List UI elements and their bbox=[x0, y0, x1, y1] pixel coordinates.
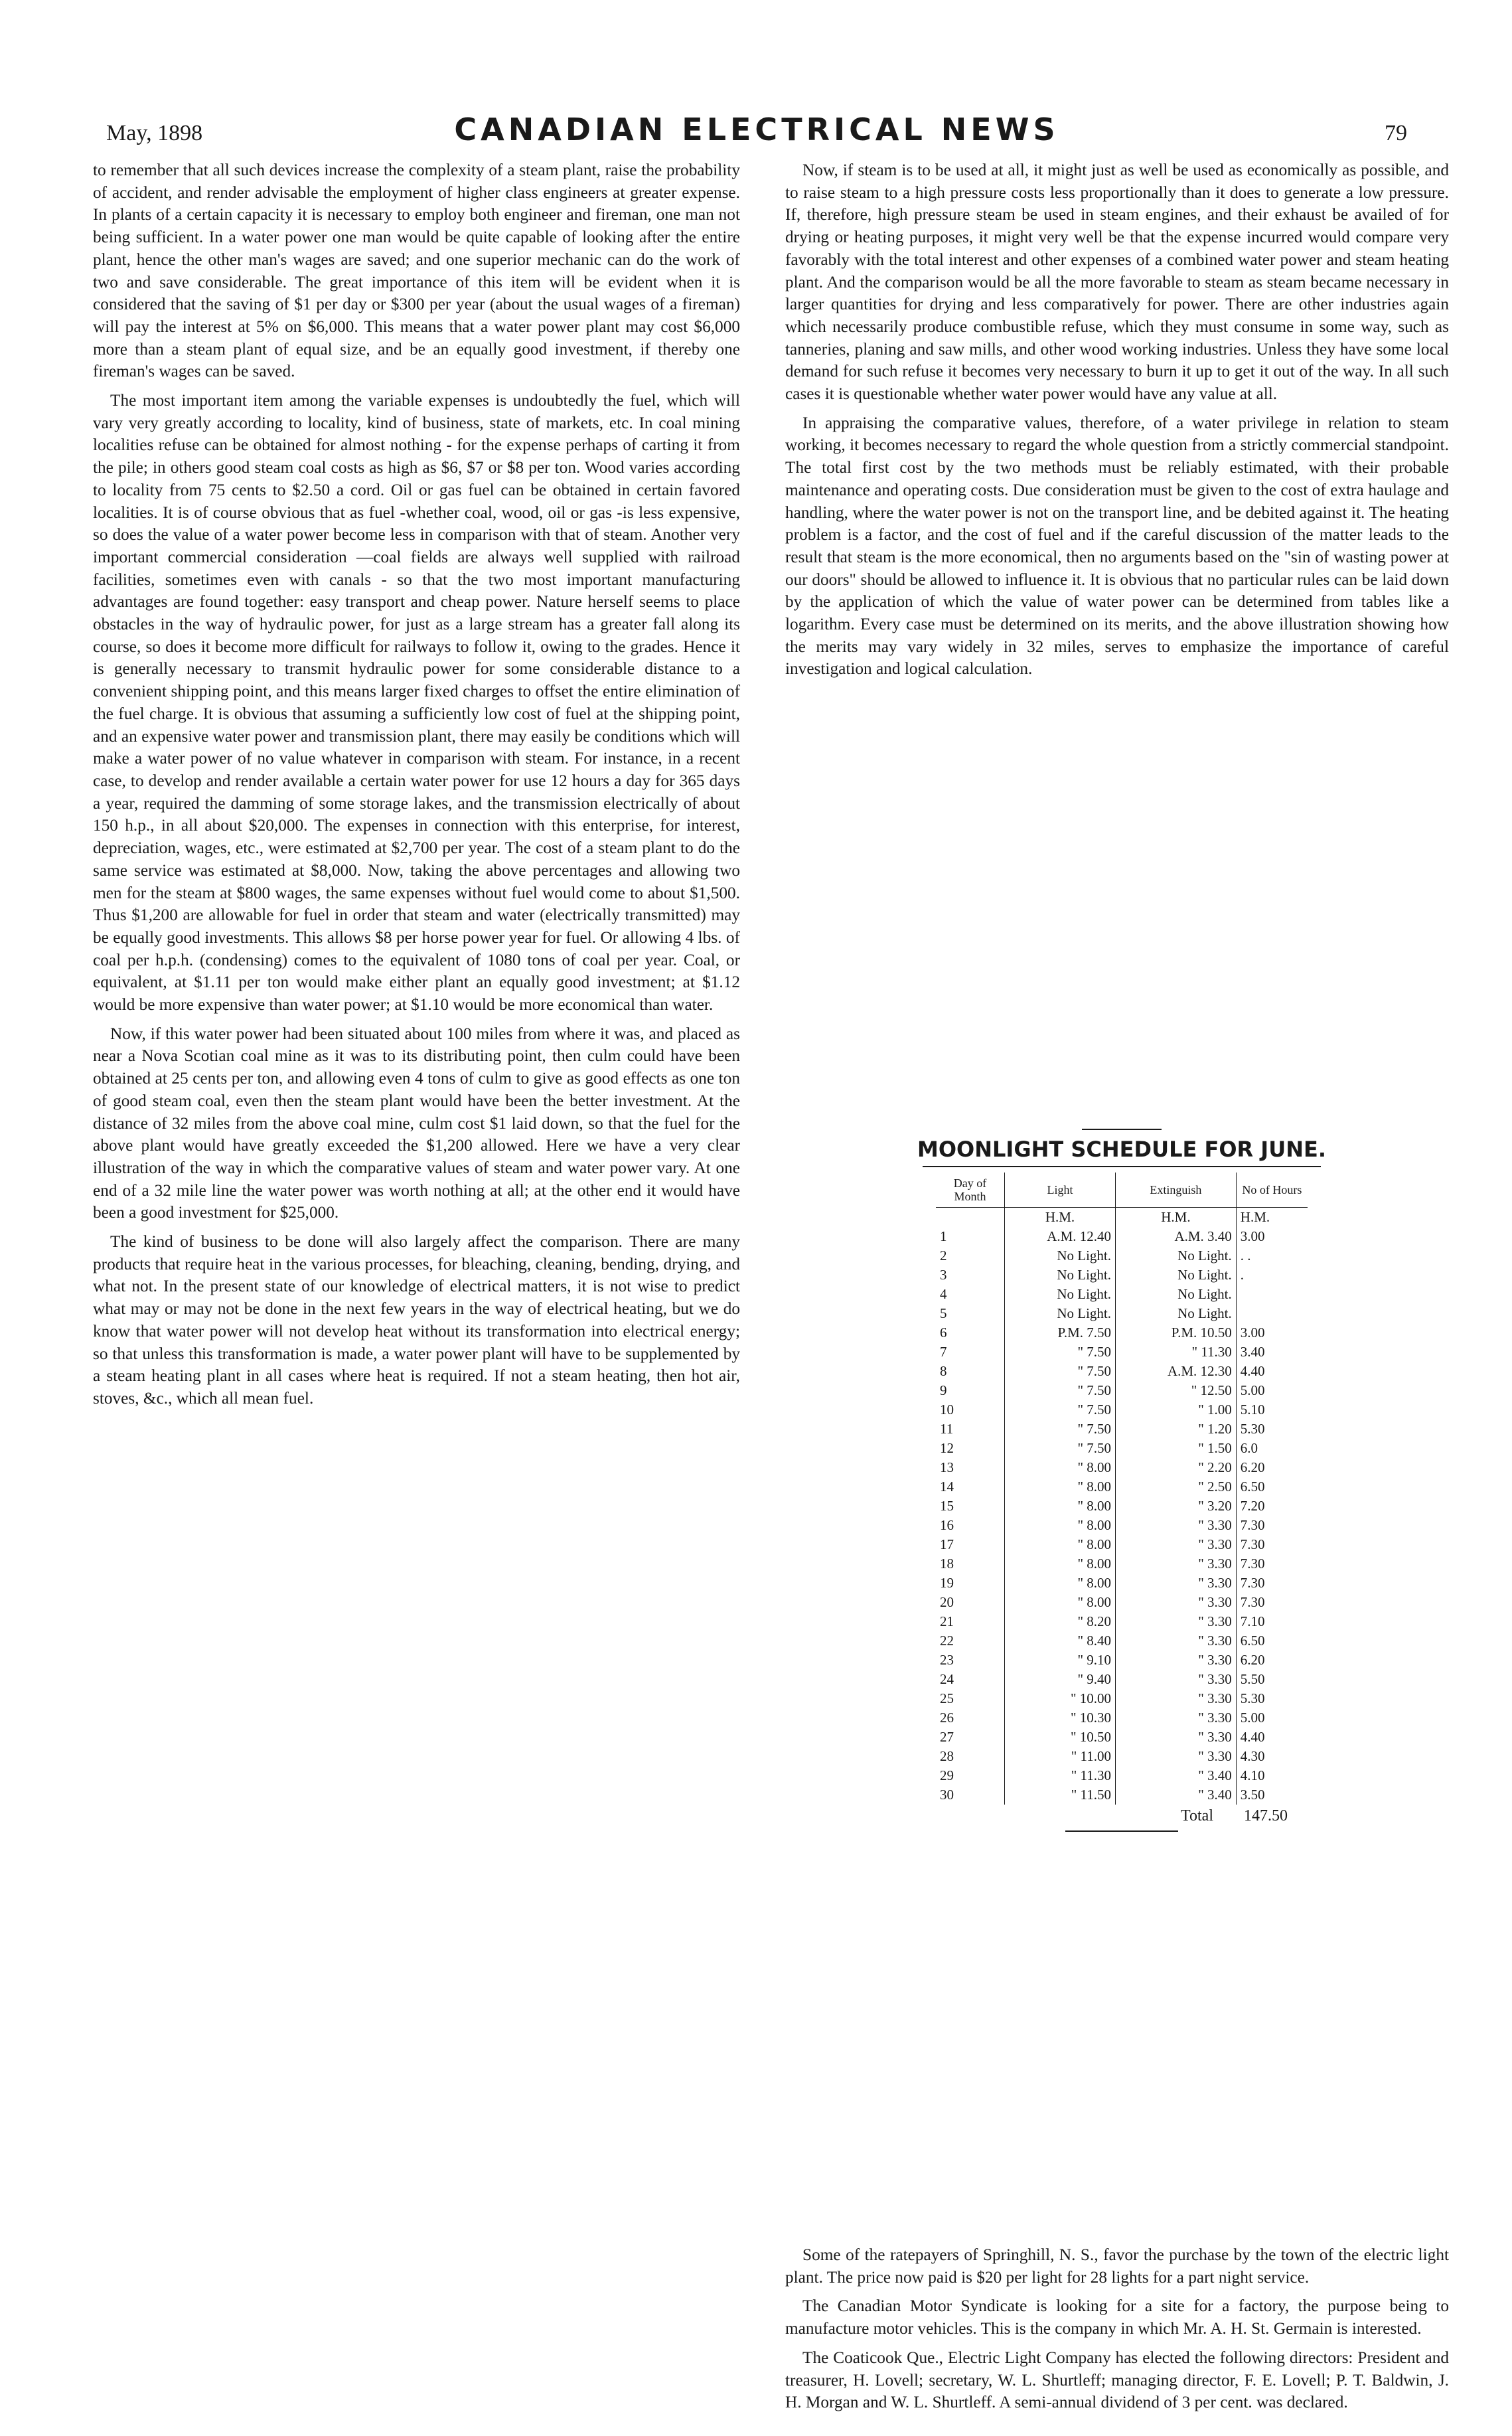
unit-cell: H.M. bbox=[1240, 1209, 1270, 1225]
table-cell: 6.50 bbox=[1240, 1633, 1265, 1649]
table-row bbox=[936, 1342, 1308, 1362]
table-cell: 3.40 bbox=[1240, 1344, 1265, 1360]
table-cell: 5.00 bbox=[1240, 1710, 1265, 1726]
table-cell: " 7.50 bbox=[1004, 1439, 1115, 1458]
table-cell: 5.50 bbox=[1240, 1671, 1265, 1687]
table-cell: " 2.20 bbox=[1116, 1458, 1237, 1477]
table-cell: No Light. bbox=[1004, 1246, 1115, 1265]
table-row bbox=[936, 1304, 1308, 1323]
table-row bbox=[936, 1554, 1308, 1574]
table-cell: " 3.30 bbox=[1116, 1728, 1237, 1747]
table-cell: 6.0 bbox=[1240, 1440, 1258, 1456]
table-cell: 2 bbox=[936, 1246, 1004, 1265]
schedule-table bbox=[936, 1173, 1308, 1805]
table-cell: 22 bbox=[936, 1631, 1004, 1651]
table-row bbox=[936, 1439, 1308, 1458]
unit-cell bbox=[936, 1208, 1004, 1228]
left-paragraph: Now, if this water power had been situated about 100 miles from where it was, and placed as near a Nova Scotian coal mine as it was to its distributing point, then culm could have been obtained at 25 cents per ton, and allowing even 4 tons of culm to give as good effects as one ton of good steam coal, even then the steam plant would have been the better investment. At the distance of 32 miles from the above coal mine, culm cost $1 laid down, so that the fuel for the above plant would have greatly exceeded the $1,200 allowed. Here we have a very clear illustration of the way in which the comparative values of steam and water power vary. At one end of a 32 mile line the water power was worth nothing at all; at the other end it would have been a good investment for $25,000. bbox=[93, 1024, 740, 1222]
table-row bbox=[936, 1593, 1308, 1612]
table-cell: No Light. bbox=[1004, 1285, 1115, 1304]
table-row bbox=[936, 1323, 1308, 1342]
table-row bbox=[936, 1477, 1308, 1497]
table-cell: 19 bbox=[936, 1574, 1004, 1593]
news-items bbox=[785, 2244, 1449, 2421]
left-column bbox=[93, 159, 740, 1417]
table-cell: " 8.00 bbox=[1004, 1554, 1115, 1574]
table-cell: 7.10 bbox=[1240, 1613, 1265, 1629]
table-row bbox=[936, 1362, 1308, 1381]
table-cell: " 10.30 bbox=[1004, 1708, 1115, 1728]
table-cell: A.M. 3.40 bbox=[1116, 1227, 1237, 1246]
table-cell: 27 bbox=[936, 1728, 1004, 1747]
left-paragraph: The most important item among the variable expenses is undoubtedly the fuel, which will vary very greatly according to locality, kind of business, state of markets, etc. In coal mining localities refuse can be obtained for almost nothing - for the expense perhaps of carting it from the pile; in others good steam coal costs as high as $6, $7 or $8 per ton. Wood varies according to locality from 75 cents to $2.50 a cord. Oil or gas fuel can be obtained in certain favored localities. It is of course obvious that as fuel -whether coal, wood, oil or gas -is less expensive, so does the value of a water power become less in comparison with that of steam. Another very important commercial consideration —coal fields are always well supplied with railroad facilities, sometimes even with canals - so that the two most important manufacturing advantages are found together: easy transport and cheap power. Nature herself seems to place obstacles in the way of hydraulic power, for just as a large stream has a greater fall along its course, so does it become more difficult for railways to follow it, owing to the grades. Hence it is generally necessary to transmit hydraulic power for some considerable distance to a convenient shipping point, and this means larger fixed charges to offset the entire elimination of the fuel charge. It is obvious that assuming a sufficiently low cost of fuel at the shipping point, and an expensive water power and transmission plant, there may easily be conditions which will make a water power of no value whatever in comparison with steam. For instance, in a recent case, to develop and render available a certain water power for use 12 hours a day for 365 days a year, required the damming of some storage lakes, and the transmission electrically of about 150 h.p., in all about $20,000. The expenses in connection with this enterprise, for interest, depreciation, wages, etc., were estimated at $2,700 per year. The cost of a steam plant to do the same service was estimated at $8,000. Now, taking the above percentages and allowing two men for the steam at $800 wages, the same expenses without fuel would come to about $1,500. Thus $1,200 are allowable for fuel in order that steam and water (electrically transmitted) may be equally good investments. This allows $8 per horse power year for fuel. Or allowing 4 lbs. of coal per h.p.h. (condensing) comes to the equivalent of 1080 tons of coal per year. Coal, or equivalent, at $1.11 per ton would make either plant an equally good investment; at $1.12 would be more expensive than water power; at $1.10 would be more economical than water. bbox=[93, 391, 740, 1015]
table-cell: 9 bbox=[936, 1381, 1004, 1400]
table-cell: " 8.00 bbox=[1004, 1535, 1115, 1554]
table-cell: " 8.00 bbox=[1004, 1477, 1115, 1497]
table-cell: " 3.40 bbox=[1116, 1766, 1237, 1785]
table-cell: 7.30 bbox=[1240, 1575, 1265, 1591]
right-paragraph: Now, if steam is to be used at all, it might just as well be used as economically as possible, and to raise steam to a high pressure costs less proportionally than it does to generate a low pressure. If, therefore, high pressure steam be used in steam engines, and their exhaust be availed of for drying or heating purposes, it might very well be that the expense incurred would compare very favorably with the total interest and other expenses of a combined water power and steam heating plant. And the comparison would be all the more favorable to steam as steam became necessary in larger quantities for drying and less comparatively for power. There are other industries again which necessarily produce combustible refuse, which they must consume in some way, such as tanneries, planing and saw mills, and other wood working industries. Unless they have some local demand for such refuse it becomes very necessary to burn it up to get it out of the way. In all such cases it is questionable whether water power would have any value at all. bbox=[785, 161, 1449, 404]
table-cell: 5.10 bbox=[1240, 1402, 1265, 1418]
table-row bbox=[936, 1400, 1308, 1420]
column-header: Light bbox=[1004, 1173, 1115, 1208]
table-cell: No Light. bbox=[1004, 1304, 1115, 1323]
table-cell: " 8.00 bbox=[1004, 1574, 1115, 1593]
table-cell: " 8.00 bbox=[1004, 1516, 1115, 1535]
table-cell: " 3.30 bbox=[1116, 1554, 1237, 1574]
table-cell: " 3.30 bbox=[1116, 1535, 1237, 1554]
table-cell: 3.00 bbox=[1240, 1325, 1265, 1340]
table-cell: 4.30 bbox=[1240, 1748, 1265, 1764]
table-cell: " 3.30 bbox=[1116, 1708, 1237, 1728]
table-cell: 12 bbox=[936, 1439, 1004, 1458]
table-cell: " 8.00 bbox=[1004, 1593, 1115, 1612]
unit-cell: H.M. bbox=[1004, 1208, 1115, 1228]
table-cell: " 1.20 bbox=[1116, 1420, 1237, 1439]
table-cell: No Light. bbox=[1116, 1246, 1237, 1265]
table-cell: No Light. bbox=[1116, 1285, 1237, 1304]
table-cell: " 3.30 bbox=[1116, 1747, 1237, 1766]
table-cell: " 1.50 bbox=[1116, 1439, 1237, 1458]
total-label: Total bbox=[1181, 1807, 1213, 1825]
table-cell: P.M. 7.50 bbox=[1004, 1323, 1115, 1342]
table-row bbox=[936, 1728, 1308, 1747]
table-cell: 3 bbox=[936, 1265, 1004, 1285]
table-row bbox=[936, 1265, 1308, 1285]
table-cell: 4.40 bbox=[1240, 1729, 1265, 1745]
table-cell: " 3.30 bbox=[1116, 1516, 1237, 1535]
right-paragraph: In appraising the comparative values, therefore, of a water privilege in relation to steam working, it becomes necessary to regard the whole question from a strictly commercial standpoint. The total first cost by the two methods must be reliably estimated, with their probable maintenance and operating costs. Due consideration must be given to the cost of extra haulage and handling, where the water power is not on the transport line, and be debited against it. The heating problem is a factor, and the cost of fuel and if the careful discussion of the matter leads to the result that steam is the more economical, then no arguments based on the "sin of wasting power at our doors" should be allowed to influence it. It is obvious that no particular rules can be laid down by the application of which the value of water power can be determined from tables like a logarithm. Every case must be determined on its merits, and the above illustration showing how the merits may vary widely in 32 miles, serves to emphasize the importance of careful investigation and logical calculation. bbox=[785, 413, 1449, 679]
table-cell: " 7.50 bbox=[1004, 1381, 1115, 1400]
table-cell: " 11.00 bbox=[1004, 1747, 1115, 1766]
table-row bbox=[936, 1766, 1308, 1785]
left-paragraph: The kind of business to be done will also largely affect the comparison. There are many products that require heat in the various processes, for bleaching, cleaning, bending, drying, and what not. In the present state of our knowledge of electrical matters, it is not wise to predict what may or may not be done in the next few years in the way of electrical heating, but we do know that water power will not develop heat without its transformation into electrical energy; so that unless this transformation is made, a water power plant will have to be supplemented by a steam heating plant in all cases where heat is required. If not a steam heating, then hot air, stoves, &c., which all mean fuel. bbox=[93, 1232, 740, 1408]
table-cell: 4 bbox=[936, 1285, 1004, 1304]
table-title: MOONLIGHT SCHEDULE FOR JUNE. bbox=[917, 1137, 1326, 1162]
table-cell: 5.30 bbox=[1240, 1421, 1265, 1437]
table-cell: " 9.10 bbox=[1004, 1651, 1115, 1670]
table-cell: 8 bbox=[936, 1362, 1004, 1381]
table-cell: " 3.30 bbox=[1116, 1574, 1237, 1593]
page-number: 79 bbox=[1385, 121, 1407, 145]
table-cell: 4.10 bbox=[1240, 1767, 1265, 1783]
total-row bbox=[936, 1807, 1308, 1825]
table-cell: " 3.40 bbox=[1116, 1785, 1237, 1805]
table-cell: 26 bbox=[936, 1708, 1004, 1728]
table-row bbox=[936, 1785, 1308, 1805]
table-cell: 5 bbox=[936, 1304, 1004, 1323]
table-cell: 5.00 bbox=[1240, 1382, 1265, 1398]
table-cell: 21 bbox=[936, 1612, 1004, 1631]
table-row bbox=[936, 1516, 1308, 1535]
divider bbox=[923, 1166, 1321, 1167]
table-cell: . . bbox=[1240, 1248, 1251, 1263]
table-cell: 20 bbox=[936, 1593, 1004, 1612]
table-cell: " 11.50 bbox=[1004, 1785, 1115, 1805]
table-cell: " 8.00 bbox=[1004, 1497, 1115, 1516]
table-cell: 30 bbox=[936, 1785, 1004, 1805]
table-cell: " 3.30 bbox=[1116, 1651, 1237, 1670]
table-cell: " 1.00 bbox=[1116, 1400, 1237, 1420]
table-cell: 7.20 bbox=[1240, 1498, 1265, 1514]
table-row bbox=[936, 1420, 1308, 1439]
table-cell: " 3.30 bbox=[1116, 1593, 1237, 1612]
table-cell: " 11.30 bbox=[1116, 1342, 1237, 1362]
unit-cell: H.M. bbox=[1116, 1208, 1237, 1228]
table-cell: " 10.00 bbox=[1004, 1689, 1115, 1708]
table-cell: No Light. bbox=[1116, 1265, 1237, 1285]
table-cell: " 11.30 bbox=[1004, 1766, 1115, 1785]
table-cell: 7 bbox=[936, 1342, 1004, 1362]
table-cell: 24 bbox=[936, 1670, 1004, 1689]
table-cell: P.M. 10.50 bbox=[1116, 1323, 1237, 1342]
table-cell: " 7.50 bbox=[1004, 1420, 1115, 1439]
table-header-row bbox=[936, 1173, 1308, 1208]
table-cell: " 3.20 bbox=[1116, 1497, 1237, 1516]
column-header: No of Hours bbox=[1236, 1173, 1308, 1208]
moonlight-schedule bbox=[889, 1129, 1354, 1832]
table-cell: " 7.50 bbox=[1004, 1362, 1115, 1381]
table-row bbox=[936, 1497, 1308, 1516]
table-cell bbox=[1236, 1285, 1308, 1304]
publication-title: CANADIAN ELECTRICAL NEWS bbox=[454, 112, 1059, 147]
left-paragraph: to remember that all such devices increase the complexity of a steam plant, raise the probability of accident, and render advisable the employment of higher class engineers at greater expense. In plants of a certain capacity it is necessary to employ both engineer and fireman, one man not being sufficient. In a water power one man would be quite capable of looking after the entire plant, hence the other man's wages are saved; and one superior mechanic can do the work of two and save considerable. The great importance of this item will be evident when it is considered that the saving of $1 per day or $300 per year (about the usual wages of a fireman) will pay the interest at 5% on $6,000. This means that a water power plant may cost $6,000 more than a steam plant of equal size, and be an equally good investment, if thereby one fireman's wages can be saved. bbox=[93, 161, 740, 381]
table-cell: 1 bbox=[936, 1227, 1004, 1246]
table-cell: " 8.40 bbox=[1004, 1631, 1115, 1651]
units-row bbox=[936, 1208, 1308, 1228]
table-row bbox=[936, 1651, 1308, 1670]
table-row bbox=[936, 1670, 1308, 1689]
table-cell: 6.20 bbox=[1240, 1652, 1265, 1668]
table-cell: " 3.30 bbox=[1116, 1612, 1237, 1631]
table-cell: 3.00 bbox=[1240, 1228, 1265, 1244]
right-column bbox=[785, 159, 1449, 687]
table-cell: 18 bbox=[936, 1554, 1004, 1574]
column-header: Extinguish bbox=[1116, 1173, 1237, 1208]
table-cell: " 8.20 bbox=[1004, 1612, 1115, 1631]
table-row bbox=[936, 1574, 1308, 1593]
table-cell: 7.30 bbox=[1240, 1556, 1265, 1572]
table-cell: 6.50 bbox=[1240, 1479, 1265, 1495]
table-cell: 10 bbox=[936, 1400, 1004, 1420]
divider bbox=[1065, 1830, 1178, 1832]
table-cell: 6 bbox=[936, 1323, 1004, 1342]
table-cell: 14 bbox=[936, 1477, 1004, 1497]
table-cell: 17 bbox=[936, 1535, 1004, 1554]
table-body bbox=[936, 1208, 1308, 1805]
table-cell: " 7.50 bbox=[1004, 1342, 1115, 1362]
table-cell: No Light. bbox=[1116, 1304, 1237, 1323]
table-cell: 23 bbox=[936, 1651, 1004, 1670]
table-cell: 29 bbox=[936, 1766, 1004, 1785]
table-cell: 3.50 bbox=[1240, 1787, 1265, 1803]
table-cell: " 2.50 bbox=[1116, 1477, 1237, 1497]
table-cell: 4.40 bbox=[1240, 1363, 1265, 1379]
table-cell: 28 bbox=[936, 1747, 1004, 1766]
table-cell: A.M. 12.40 bbox=[1004, 1227, 1115, 1246]
table-cell: A.M. 12.30 bbox=[1116, 1362, 1237, 1381]
column-header: Day of Month bbox=[936, 1173, 1004, 1208]
table-cell: " 3.30 bbox=[1116, 1631, 1237, 1651]
table-cell: 7.30 bbox=[1240, 1536, 1265, 1552]
table-cell: " 12.50 bbox=[1116, 1381, 1237, 1400]
table-row bbox=[936, 1689, 1308, 1708]
table-cell bbox=[1236, 1304, 1308, 1323]
table-cell: " 7.50 bbox=[1004, 1400, 1115, 1420]
table-cell: 16 bbox=[936, 1516, 1004, 1535]
table-cell: " 3.30 bbox=[1116, 1689, 1237, 1708]
table-row bbox=[936, 1631, 1308, 1651]
table-cell: 6.20 bbox=[1240, 1459, 1265, 1475]
table-cell: " 10.50 bbox=[1004, 1728, 1115, 1747]
table-row bbox=[936, 1535, 1308, 1554]
table-row bbox=[936, 1708, 1308, 1728]
table-cell: " 8.00 bbox=[1004, 1458, 1115, 1477]
table-row bbox=[936, 1747, 1308, 1766]
table-row bbox=[936, 1285, 1308, 1304]
table-row bbox=[936, 1458, 1308, 1477]
table-cell: 25 bbox=[936, 1689, 1004, 1708]
table-row bbox=[936, 1246, 1308, 1265]
news-paragraph: Some of the ratepayers of Springhill, N. S., favor the purchase by the town of the electric light plant. The price now paid is $20 per light for 28 lights for a part night service. bbox=[785, 2245, 1449, 2287]
table-row bbox=[936, 1612, 1308, 1631]
table-cell: 15 bbox=[936, 1497, 1004, 1516]
table-cell: " 3.30 bbox=[1116, 1670, 1237, 1689]
table-row bbox=[936, 1381, 1308, 1400]
table-cell: 11 bbox=[936, 1420, 1004, 1439]
total-value: 147.50 bbox=[1244, 1807, 1288, 1825]
page-header bbox=[106, 112, 1407, 158]
table-cell: 13 bbox=[936, 1458, 1004, 1477]
table-cell: 5.30 bbox=[1240, 1690, 1265, 1706]
table-row bbox=[936, 1227, 1308, 1246]
news-paragraph: The Coaticook Que., Electric Light Company has elected the following directors: President and treasurer, H. Lovell; secretary, W. L. Shurtleff; managing director, F. E. Lovell; P. T. Baldwin, J. H. Morgan and W. L. Shurtleff. A semi-annual dividend of 3 per cent. was declared. bbox=[785, 2348, 1449, 2412]
table-cell: 7.30 bbox=[1240, 1594, 1265, 1610]
news-paragraph: The Canadian Motor Syndicate is looking for a site for a factory, the purpose being to manufacture motor vehicles. This is the company in which Mr. A. H. St. Germain is interested. bbox=[785, 2297, 1449, 2338]
divider bbox=[1082, 1129, 1162, 1130]
table-cell: 7.30 bbox=[1240, 1517, 1265, 1533]
table-cell: No Light. bbox=[1004, 1265, 1115, 1285]
table-cell: " 9.40 bbox=[1004, 1670, 1115, 1689]
issue-date: May, 1898 bbox=[106, 121, 203, 145]
table-cell: . bbox=[1240, 1267, 1245, 1283]
